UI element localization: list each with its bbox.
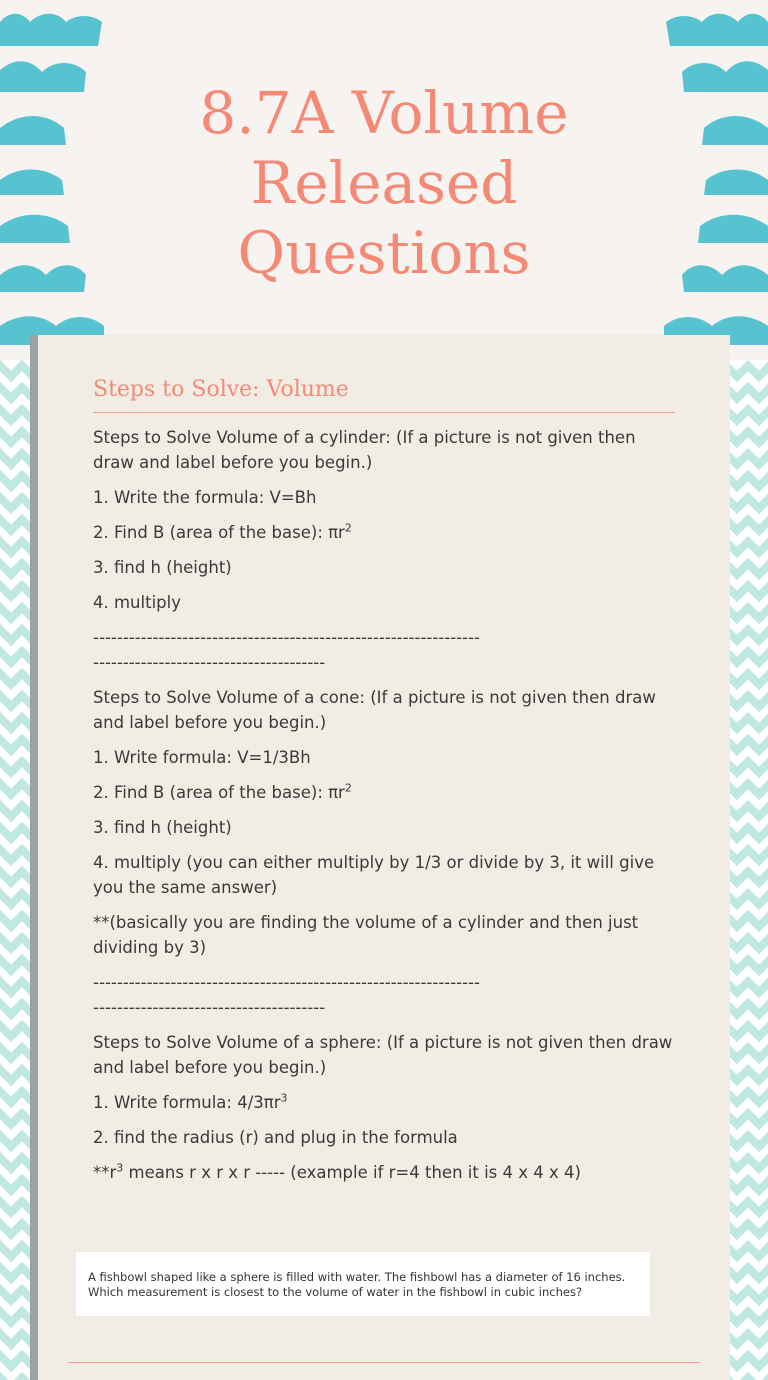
- cylinder-intro: Steps to Solve Volume of a cylinder: (If a picture is not given then draw and label before you begin.): [93, 428, 636, 472]
- sphere-step-2: 2. find the radius (r) and plug in the formula: [93, 1128, 458, 1147]
- cone-note: **(basically you are finding the volume of a cylinder and then just dividing by 3): [93, 913, 639, 957]
- cone-step-3: 3. find h (height): [93, 818, 232, 837]
- cylinder-step-3: 3. find h (height): [93, 558, 232, 577]
- sphere-note: [93, 1160, 673, 1185]
- page-header: [0, 0, 768, 360]
- cylinder-step-2-text: 2. Find B (area of the base): πr: [93, 523, 345, 542]
- cone-step-2-exponent: 2: [344, 781, 352, 795]
- dash-line: -----------------------------------------------------------------: [93, 973, 481, 992]
- question-image: [76, 1252, 650, 1316]
- dashed-divider-2: [93, 970, 673, 1020]
- content-card: [30, 335, 730, 1380]
- left-scallop-decoration: [0, 0, 110, 360]
- question-text: A fishbowl shaped like a sphere is filled with water. The fishbowl has a diameter of 16 inches. Which measurement is closest to the volume of water in the fishbowl in cubic inches?: [88, 1270, 626, 1299]
- bottom-divider: [68, 1362, 700, 1363]
- sphere-step-1: [93, 1090, 673, 1115]
- cone-step-2: [93, 780, 673, 805]
- title-line-3: Questions: [237, 219, 531, 287]
- sphere-note-rest: means r x r x r ----- (example if r=4 then it is 4 x 4 x 4): [123, 1163, 581, 1182]
- dashed-divider-1: [93, 625, 673, 675]
- cone-step-1: 1. Write formula: V=1/3Bh: [93, 748, 311, 767]
- title-line-2: Released: [250, 149, 518, 217]
- cone-step-2-text: 2. Find B (area of the base): πr: [93, 783, 345, 802]
- sphere-step-1-text: 1. Write formula: 4/3πr: [93, 1093, 281, 1112]
- title-line-1: 8.7A Volume: [199, 79, 569, 147]
- sphere-step-1-exponent: 3: [280, 1091, 288, 1105]
- cylinder-step-2-exponent: 2: [344, 521, 352, 535]
- section-title: Steps to Solve: Volume: [93, 377, 349, 402]
- dash-line: ---------------------------------------: [93, 653, 326, 672]
- section-divider: [93, 412, 675, 413]
- cylinder-step-1: 1. Write the formula: V=Bh: [93, 488, 317, 507]
- cylinder-step-4: 4. multiply: [93, 593, 181, 612]
- dash-line: -----------------------------------------------------------------: [93, 628, 481, 647]
- sphere-note-prefix: **r: [93, 1163, 117, 1182]
- cone-step-4: 4. multiply (you can either multiply by 1/3 or divide by 3, it will give you the same answer): [93, 853, 655, 897]
- right-scallop-decoration: [658, 0, 768, 360]
- dash-line: ---------------------------------------: [93, 998, 326, 1017]
- cone-intro: Steps to Solve Volume of a cone: (If a picture is not given then draw and label before you begin.): [93, 688, 656, 732]
- page-title: [150, 78, 618, 288]
- cylinder-step-2: [93, 520, 673, 545]
- sphere-note-exponent: 3: [116, 1161, 124, 1175]
- sphere-intro: Steps to Solve Volume of a sphere: (If a picture is not given then draw and label before you begin.): [93, 1033, 673, 1077]
- content-body: [93, 365, 673, 1195]
